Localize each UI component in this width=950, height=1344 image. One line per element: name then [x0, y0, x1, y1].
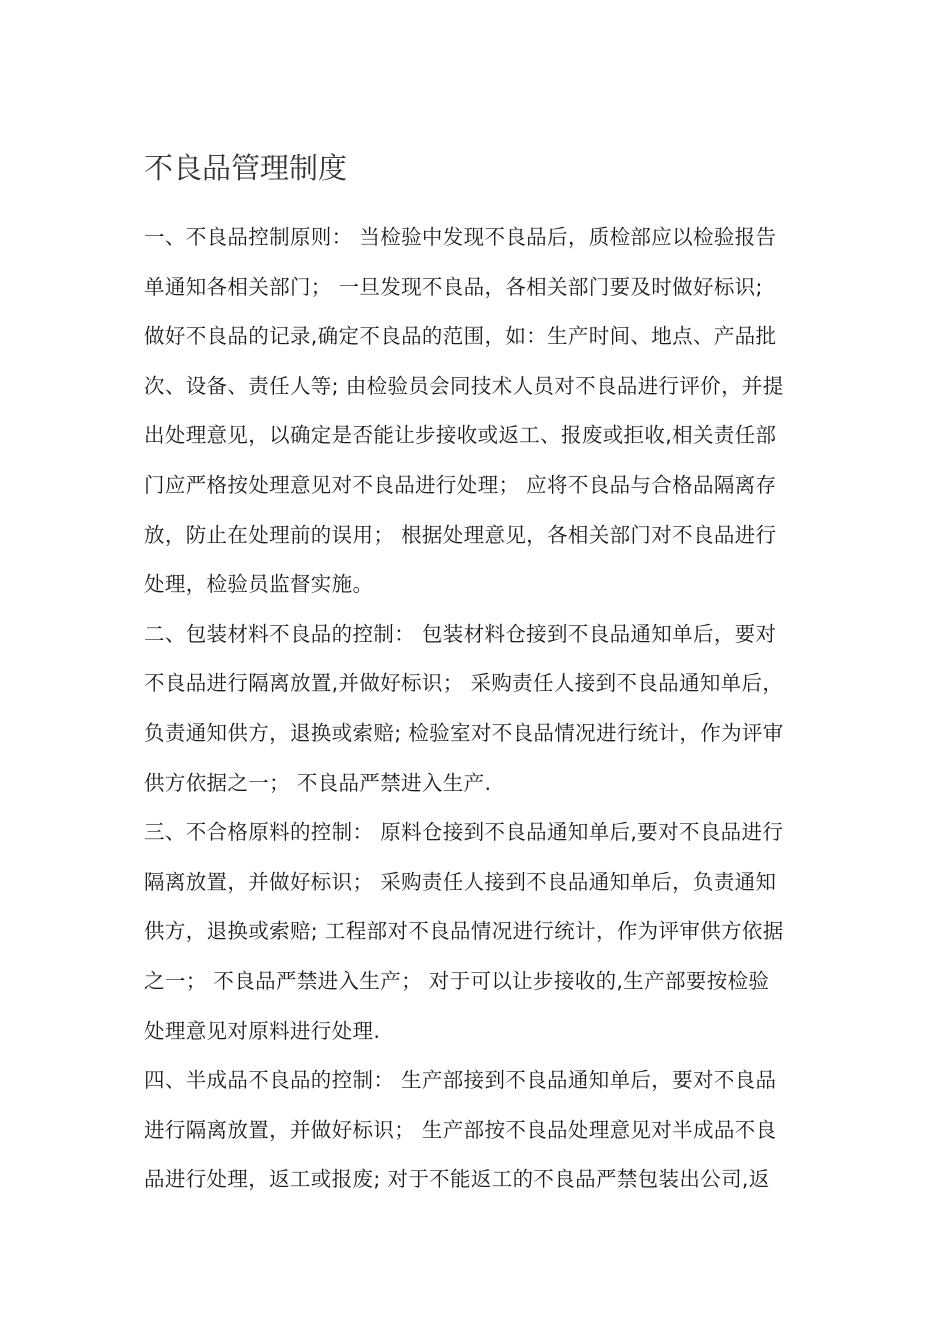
- body-line: 不良品进行隔离放置,并做好标识； 采购责任人接到不良品通知单后，: [144, 671, 784, 696]
- body-line: 供方依据之一； 不良品严禁进入生产.: [144, 770, 492, 795]
- body-line: 放，防止在处理前的误用； 根据处理意见，各相关部门对不良品进行: [144, 522, 777, 547]
- body-line: 次、设备、责任人等; 由检验员会同技术人员对不良品进行评价，并提: [144, 373, 784, 398]
- document-body: [144, 213, 824, 1205]
- body-line: 之一； 不良品严禁进入生产； 对于可以让步接收的,生产部要按检验: [144, 968, 770, 993]
- body-line: 负责通知供方，退换或索赔; 检验室对不良品情况进行统计，作为评审: [144, 720, 784, 745]
- body-line: 进行隔离放置，并做好标识； 生产部按不良品处理意见对半成品不良: [144, 1117, 777, 1142]
- body-line: 出处理意见，以确定是否能让步接收或返工、报废或拒收,相关责任部: [144, 423, 777, 448]
- body-line: 门应严格按处理意见对不良品进行处理； 应将不良品与合格品隔离存: [144, 472, 777, 497]
- body-line: 处理，检验员监督实施。: [144, 572, 374, 597]
- body-line: 品进行处理，返工或报废; 对于不能返工的不良品严禁包装出公司,返: [144, 1167, 770, 1192]
- body-line: 一、不良品控制原则： 当检验中发现不良品后，质检部应以检验报告: [144, 225, 777, 249]
- body-line: 处理意见对原料进行处理.: [144, 1018, 381, 1043]
- body-line: 供方，退换或索赔; 工程部对不良品情况进行统计，作为评审供方依据: [144, 919, 784, 944]
- body-line: 三、不合格原料的控制： 原料仓接到不良品通知单后,要对不良品进行: [144, 820, 784, 845]
- body-line: 隔离放置，并做好标识； 采购责任人接到不良品通知单后，负责通知: [144, 869, 777, 894]
- body-line: 做好不良品的记录,确定不良品的范围，如：生产时间、地点、产品批: [144, 324, 777, 349]
- body-line: 四、半成品不良品的控制： 生产部接到不良品通知单后，要对不良品: [144, 1068, 777, 1093]
- body-line: 单通知各相关部门； 一旦发现不良品，各相关部门要及时做好标识;: [144, 274, 763, 299]
- document-title: 不良品管理制度: [144, 151, 348, 185]
- body-line: 二、包装材料不良品的控制： 包装材料仓接到不良品通知单后，要对: [144, 621, 777, 646]
